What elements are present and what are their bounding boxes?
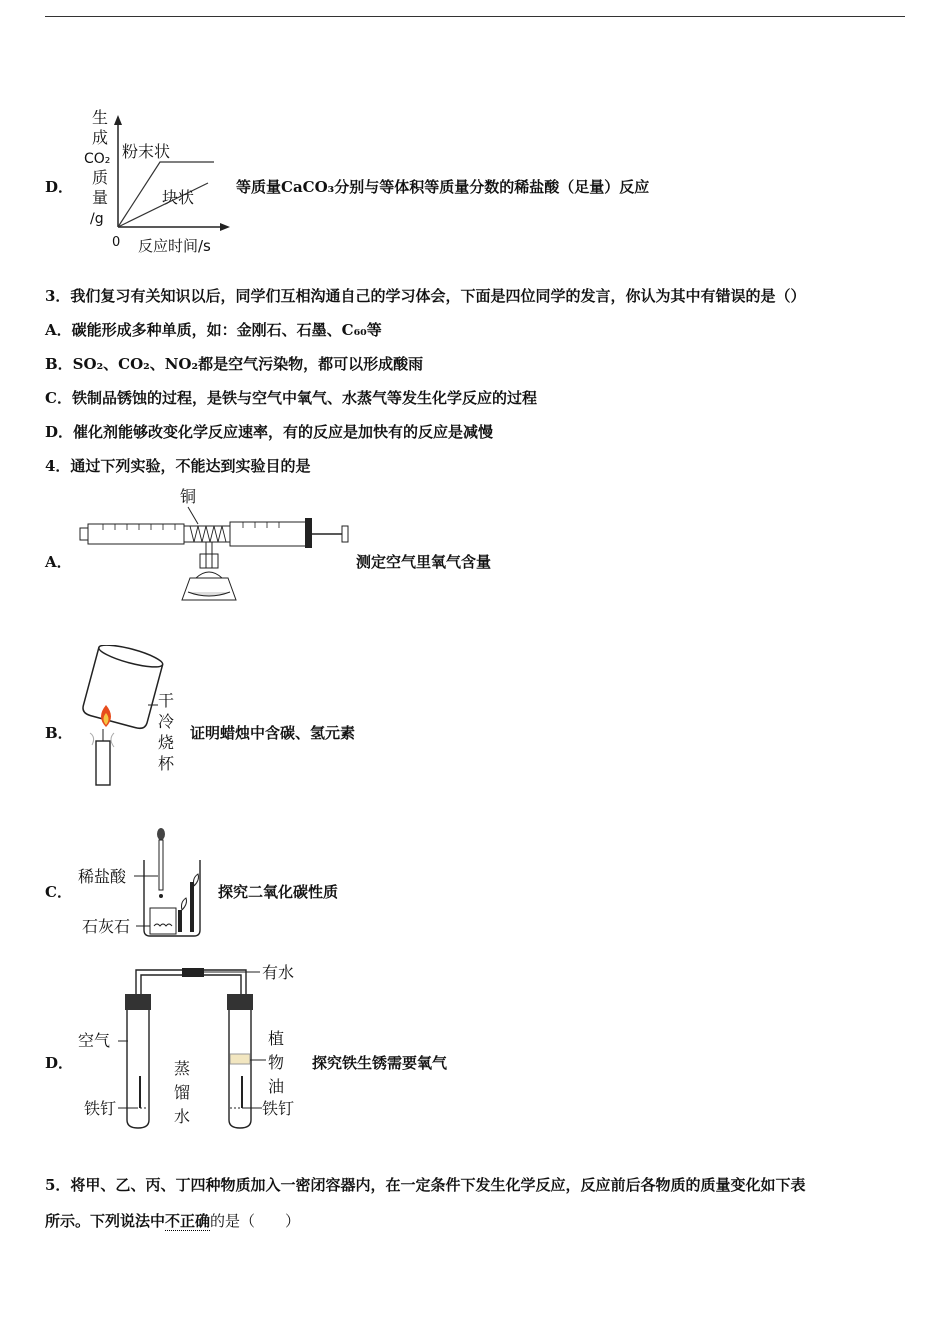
q4-stem: 4．通过下列实验，不能达到实验目的是 [45, 457, 311, 475]
q5-stem-emphasis: 不正确 [165, 1212, 211, 1230]
q2-option-d-label: D． [45, 178, 74, 196]
q4a-copper-label: 铜 [180, 487, 197, 506]
q4-option-a-caption: 测定空气里氧气含量 [356, 553, 492, 571]
graph-xlabel: 反应时间/s [138, 237, 211, 255]
graph-ylabel-3: CO₂ [84, 151, 111, 167]
q5-stem-line2 [45, 1210, 300, 1231]
q4b-label-4: 杯 [158, 754, 175, 773]
graph-ylabel-1: 生 [92, 108, 109, 127]
q4-option-b-caption: 证明蜡烛中含碳、氢元素 [190, 724, 356, 742]
q4b-apparatus [78, 645, 188, 790]
graph-ylabel-6: /g [90, 211, 104, 227]
q5-stem-post: 的是（ ） [210, 1212, 301, 1230]
q4-option-b-label: B． [45, 724, 73, 742]
q4b-label-3: 烧 [158, 733, 175, 752]
q4d-label-dist-1: 蒸 [174, 1059, 191, 1078]
q4c-label-limestone: 石灰石 [82, 917, 131, 936]
q4d-label-dist-3: 水 [174, 1107, 191, 1126]
q4b-label-2: 冷 [158, 712, 175, 731]
header-rule [45, 16, 905, 17]
q2-graph [78, 105, 238, 260]
q3-option-a: A．碳能形成多种单质，如：金刚石、石墨、C₆₀等 [45, 321, 382, 339]
q4a-apparatus [78, 482, 353, 610]
q4d-label-oil-3: 油 [268, 1077, 285, 1096]
q4-option-a-label: A． [45, 553, 72, 571]
q4d-label-air: 空气 [78, 1031, 111, 1050]
q4-option-c-caption: 探究二氧化碳性质 [218, 883, 339, 901]
q4b-label-1: 干 [158, 691, 175, 710]
q4-option-d-caption: 探究铁生锈需要氧气 [312, 1054, 448, 1072]
q4-option-c-label: C． [45, 883, 72, 901]
q4c-label-acid: 稀盐酸 [78, 867, 127, 886]
q4d-apparatus [78, 958, 308, 1133]
q3-option-d: D．催化剂能够改变化学反应速率，有的反应是加快有的反应是减慢 [45, 423, 494, 441]
q4d-label-oil-2: 物 [268, 1053, 285, 1072]
graph-line-powder: 粉末状 [122, 142, 171, 161]
q3-option-c: C．铁制品锈蚀的过程，是铁与空气中氧气、水蒸气等发生化学反应的过程 [45, 389, 537, 407]
q2-option-d-caption: 等质量CaCO₃分别与等体积等质量分数的稀盐酸（足量）反应 [236, 178, 650, 196]
q4d-label-nail-right: 铁钉 [262, 1099, 295, 1118]
q4d-label-nail-left: 铁钉 [84, 1099, 117, 1118]
graph-ylabel-5: 量 [92, 188, 109, 207]
graph-line-block: 块状 [162, 188, 195, 207]
graph-origin: 0 [112, 235, 121, 250]
q4-option-d-label: D． [45, 1054, 74, 1072]
q4d-label-oil-1: 植 [268, 1029, 285, 1048]
q5-stem-pre: 所示。下列说法中 [45, 1212, 166, 1230]
q4d-label-dist-2: 馏 [174, 1083, 191, 1102]
q3-stem: 3．我们复习有关知识以后，同学们互相沟通自己的学习体会，下面是四位同学的发言，你认为其中有错误的是（） [45, 287, 806, 305]
graph-ylabel-2: 成 [92, 128, 109, 147]
q5-stem-line1: 5．将甲、乙、丙、丁四种物质加入一密闭容器内，在一定条件下发生化学反应，反应前后各物质的质量变化如下表 [45, 1176, 806, 1194]
q3-option-b: B．SO₂、CO₂、NO₂都是空气污染物，都可以形成酸雨 [45, 355, 424, 373]
q4c-apparatus [78, 826, 213, 944]
graph-ylabel-4: 质 [92, 168, 109, 187]
q4d-label-water: 有水 [262, 963, 295, 982]
